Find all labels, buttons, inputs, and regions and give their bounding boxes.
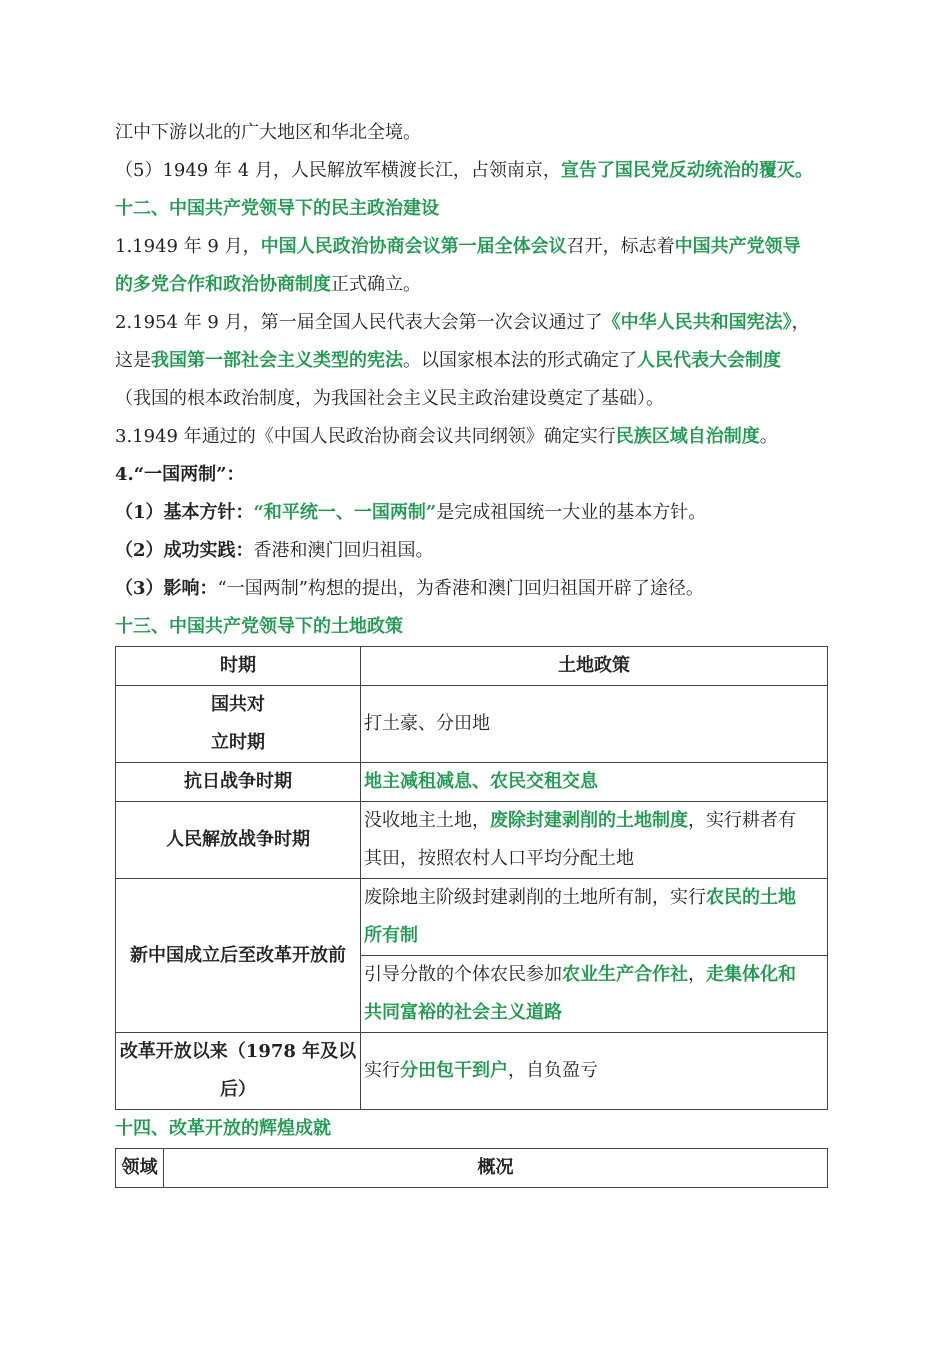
text: 这是 (115, 350, 151, 371)
text: ，实行耕者有 (688, 810, 796, 831)
highlight-text: 中国人民政治协商会议第一届全体会议 (260, 236, 567, 257)
table-header-row (116, 647, 828, 686)
bold-text: （3）影响： (115, 578, 218, 599)
period-cell: 人民解放战争时期 (116, 802, 361, 879)
table-row (116, 763, 828, 802)
text-line (115, 456, 830, 494)
text-line (115, 228, 830, 266)
column-header: 概况 (164, 1149, 828, 1188)
document-page (115, 114, 830, 1188)
column-header: 土地政策 (361, 647, 828, 686)
text: 后） (220, 1079, 256, 1100)
highlight-text: 共同富裕的社会主义道路 (364, 1002, 562, 1023)
bold-text: （2）成功实践： (115, 540, 254, 561)
text-line (115, 418, 830, 456)
text: （我国的根本政治制度，为我国社会主义民主政治建设奠定了基础）。 (115, 388, 664, 409)
text: “一国两制”构想的提出，为香港和澳门回归祖国开辟了途径。 (217, 578, 704, 599)
text: 正式确立。 (331, 274, 421, 295)
text: 立时期 (211, 732, 265, 753)
text: （5）1949 年 4 月，人民解放军横渡长江，占领南京， (115, 160, 561, 181)
section-heading-14: 十四、改革开放的辉煌成就 (115, 1118, 331, 1139)
table-header-row (116, 1149, 828, 1188)
period-cell: 抗日战争时期 (116, 763, 361, 802)
text: 召开，标志着 (566, 236, 675, 257)
text: 其田，按照农村人口平均分配土地 (364, 848, 634, 869)
highlight-text: “和平统一、一国两制” (253, 502, 437, 523)
text-line (115, 532, 830, 570)
period-cell: 新中国成立后至改革开放前 (116, 879, 361, 1033)
text: ， (688, 964, 706, 985)
highlight-text: 农业生产合作社 (562, 964, 688, 985)
text: ， (791, 312, 810, 333)
text-line (115, 114, 830, 152)
text: 4.“一国两制”： (115, 464, 245, 485)
table-row (116, 802, 828, 879)
text: 香港和澳门回归祖国。 (253, 540, 434, 561)
text: 。以国家根本法的形式确定了 (403, 350, 637, 371)
text: 。 (759, 426, 778, 447)
highlight-text: 《中华人民共和国宪法》 (602, 312, 792, 333)
text-line (115, 380, 830, 418)
text: 江中下游以北的广大地区和华北全境。 (115, 122, 421, 143)
highlight-text: 民族区域自治制度 (615, 426, 760, 447)
policy-cell (361, 802, 828, 879)
table-row (116, 686, 828, 763)
highlight-text: 所有制 (364, 925, 418, 946)
text: 3.1949 年通过的《中国人民政治协商会议共同纲领》确定实行 (115, 426, 616, 447)
text-line (115, 494, 830, 532)
text: 2.1954 年 9 月，第一届全国人民代表大会第一次会议通过了 (115, 312, 603, 333)
text-line (115, 152, 830, 190)
highlight-text: 的多党合作和政治协商制度 (115, 274, 331, 295)
text: 1.1949 年 9 月， (115, 236, 261, 257)
policy-cell: 打土豪、分田地 (361, 686, 828, 763)
highlight-text: 农民的土地 (706, 887, 796, 908)
text-line (115, 304, 830, 342)
policy-cell (361, 956, 828, 1033)
policy-cell (361, 1033, 828, 1110)
column-header: 时期 (116, 647, 361, 686)
highlight-text: 人民代表大会制度 (637, 350, 781, 371)
period-cell (116, 686, 361, 763)
highlight-text: 分田包干到户 (400, 1060, 508, 1081)
text: 是完成祖国统一大业的基本方针。 (436, 502, 707, 523)
policy-cell (361, 879, 828, 956)
highlight-text: 废除封建剥削的土地制度 (490, 810, 688, 831)
policy-cell: 地主减租减息、农民交租交息 (361, 763, 828, 802)
table-row (116, 1033, 828, 1110)
highlight-text: 宣告了国民党反动统治的覆灭。 (560, 160, 813, 181)
text: 引导分散的个体农民参加 (364, 964, 562, 985)
text: 国共对 (211, 694, 265, 715)
highlight-text: 中国共产党领导 (674, 236, 801, 257)
section-heading-12: 十二、中国共产党领导下的民主政治建设 (115, 198, 439, 219)
text: 实行 (364, 1060, 400, 1081)
text-line (115, 570, 830, 608)
text: 没收地主土地， (364, 810, 490, 831)
text: 废除地主阶级封建剥削的土地所有制，实行 (364, 887, 706, 908)
text-line (115, 266, 830, 304)
highlight-text: 我国第一部社会主义类型的宪法 (151, 350, 403, 371)
land-policy-table (115, 646, 828, 1110)
text-line (115, 342, 830, 380)
highlight-text: 走集体化和 (706, 964, 796, 985)
table-row (116, 879, 828, 956)
period-cell (116, 1033, 361, 1110)
text: 改革开放以来（1978 年及以 (119, 1041, 357, 1062)
column-header: 领域 (116, 1149, 164, 1188)
section-heading-13: 十三、中国共产党领导下的土地政策 (115, 616, 403, 637)
bold-text: （1）基本方针： (115, 502, 254, 523)
reform-achievements-table (115, 1148, 828, 1188)
text: ，自负盈亏 (508, 1060, 598, 1081)
